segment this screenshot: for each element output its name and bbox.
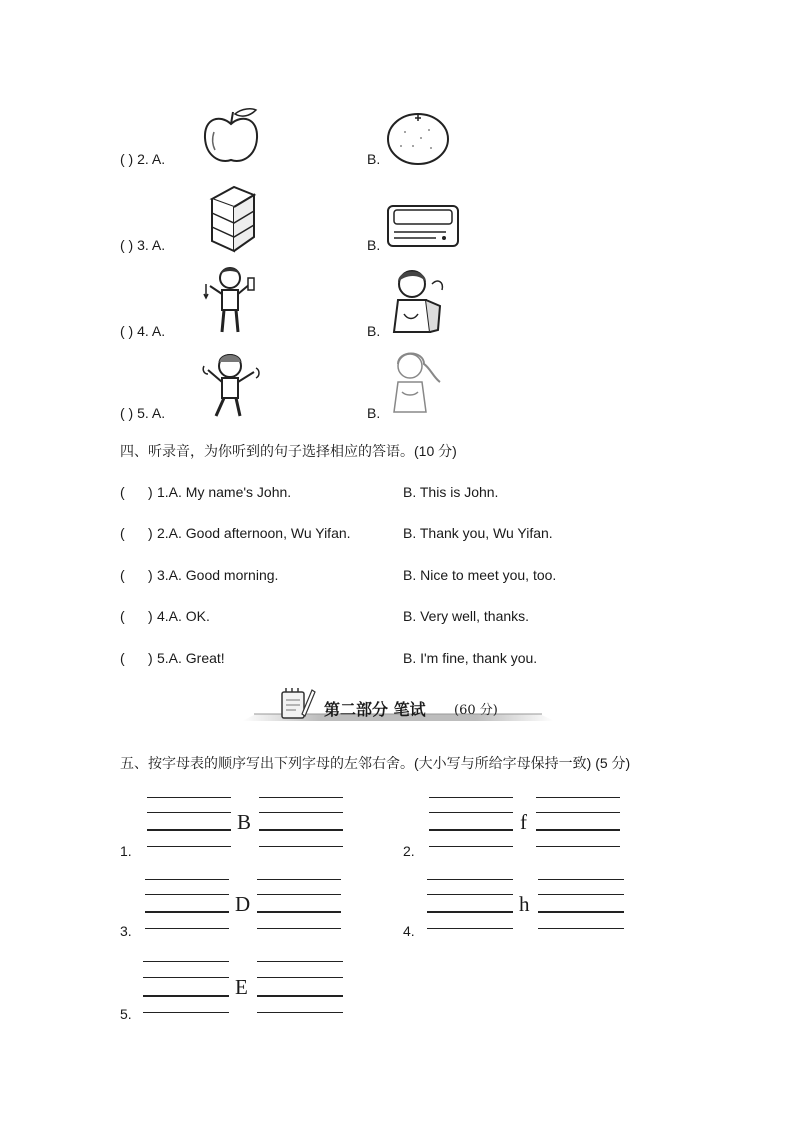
writing-line <box>429 797 513 798</box>
option-a: 3.A. Good morning. <box>157 567 279 583</box>
given-letter: h <box>519 892 530 916</box>
part-two-score: (60 分) <box>454 703 498 718</box>
orange-icon <box>385 110 451 166</box>
item-number: 1. <box>120 843 132 859</box>
writing-line <box>257 894 341 895</box>
writing-line <box>257 961 343 962</box>
writing-baseline <box>257 995 343 997</box>
answer-blank: ( ) <box>120 484 153 500</box>
option-b-label: B. <box>367 323 381 339</box>
writing-line <box>257 977 343 978</box>
part-two-banner <box>240 690 556 724</box>
writing-line <box>538 928 624 929</box>
item-number: 4. <box>403 923 415 939</box>
writing-line <box>427 894 513 895</box>
writing-line <box>147 797 231 798</box>
writing-line <box>257 1012 343 1013</box>
option-a: 4.A. OK. <box>157 608 210 624</box>
writing-line <box>147 812 231 813</box>
given-letter: B <box>237 810 252 834</box>
writing-baseline <box>429 829 513 831</box>
writing-baseline <box>145 911 229 913</box>
writing-line <box>143 1012 229 1013</box>
writing-line <box>536 846 620 847</box>
writing-line <box>257 879 341 880</box>
option-b: B. I'm fine, thank you. <box>403 650 538 666</box>
option-b: B. Nice to meet you, too. <box>403 567 557 583</box>
option-a: 2.A. Good afternoon, Wu Yifan. <box>157 525 351 541</box>
writing-line <box>427 879 513 880</box>
boy-waving-icon <box>200 350 262 420</box>
item-number: 2. <box>403 843 415 859</box>
given-letter: f <box>520 810 527 834</box>
writing-line <box>536 812 620 813</box>
writing-baseline <box>257 911 341 913</box>
writing-baseline <box>259 829 343 831</box>
given-letter: D <box>235 892 251 916</box>
answer-blank: ( ) <box>120 525 153 541</box>
writing-line <box>259 812 343 813</box>
writing-line <box>147 846 231 847</box>
section-4-title: 四、听录音，为你听到的句子选择相应的答语。(10 分) <box>120 443 457 459</box>
girl-icon <box>384 348 446 416</box>
apple-icon <box>200 106 262 166</box>
writing-baseline <box>147 829 231 831</box>
option-b: B. This is John. <box>403 484 499 500</box>
given-letter: E <box>235 975 248 999</box>
option-b-label: B. <box>367 151 381 167</box>
boy-pointing-icon <box>200 264 262 336</box>
boy-with-bag-icon <box>384 264 446 336</box>
writing-line <box>257 928 341 929</box>
writing-line <box>145 879 229 880</box>
item-number: ( ) 4. A. <box>120 323 166 339</box>
answer-blank: ( ) <box>120 650 153 666</box>
option-b-label: B. <box>367 405 381 421</box>
writing-baseline <box>536 829 620 831</box>
item-number: ( ) 3. A. <box>120 237 166 253</box>
pencil-box-icon <box>384 200 462 252</box>
writing-baseline <box>143 995 229 997</box>
writing-line <box>143 977 229 978</box>
writing-line <box>259 846 343 847</box>
eraser-icon <box>204 183 258 253</box>
writing-line <box>145 928 229 929</box>
writing-line <box>538 879 624 880</box>
writing-line <box>145 894 229 895</box>
writing-line <box>143 961 229 962</box>
writing-line <box>538 894 624 895</box>
item-number: 3. <box>120 923 132 939</box>
item-number: ( ) 2. A. <box>120 151 166 167</box>
section-5-title: 五、按字母表的顺序写出下列字母的左邻右舍。(大小写与所给字母保持一致) (5 分) <box>120 755 631 771</box>
option-b: B. Very well, thanks. <box>403 608 530 624</box>
writing-line <box>427 928 513 929</box>
option-b-label: B. <box>367 237 381 253</box>
option-a: 1.A. My name's John. <box>157 484 292 500</box>
answer-blank: ( ) <box>120 567 153 583</box>
notepad-pencil-icon <box>276 684 316 722</box>
writing-baseline <box>427 911 513 913</box>
item-number: 5. <box>120 1006 132 1022</box>
option-a: 5.A. Great! <box>157 650 225 666</box>
item-number: ( ) 5. A. <box>120 405 166 421</box>
writing-line <box>259 797 343 798</box>
writing-line <box>429 812 513 813</box>
answer-blank: ( ) <box>120 608 153 624</box>
writing-line <box>536 797 620 798</box>
part-two-title: 第二部分 笔试 <box>324 700 426 719</box>
writing-baseline <box>538 911 624 913</box>
option-b: B. Thank you, Wu Yifan. <box>403 525 553 541</box>
writing-line <box>429 846 513 847</box>
